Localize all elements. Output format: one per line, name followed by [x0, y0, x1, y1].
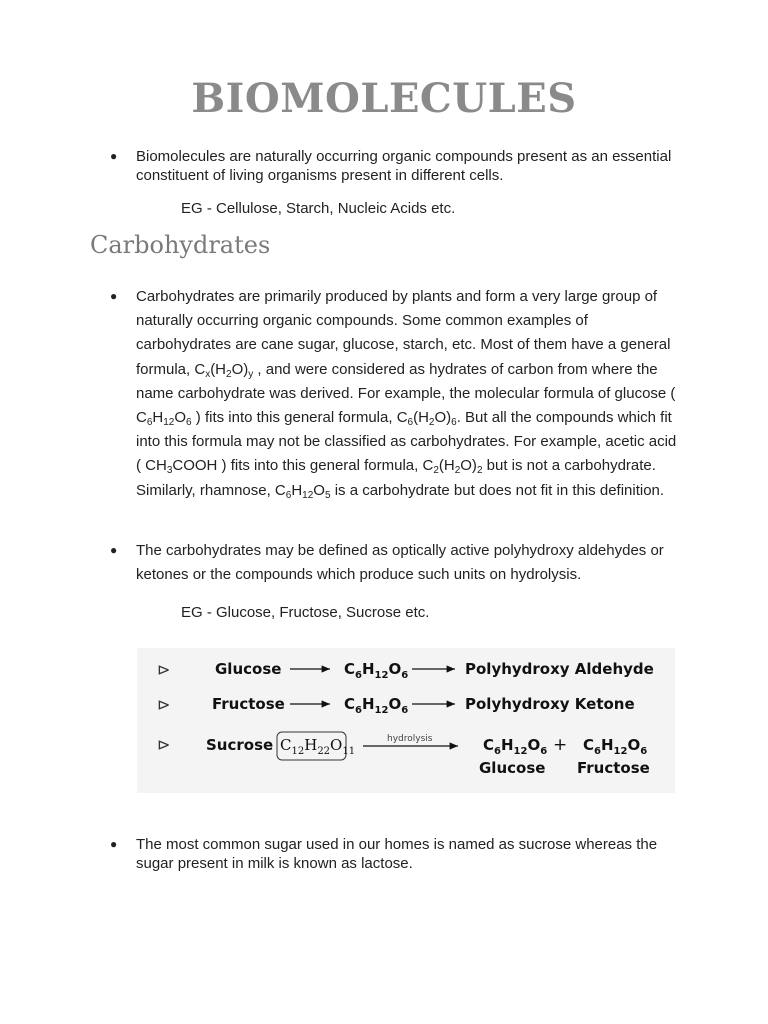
subscript: 2 [428, 417, 435, 429]
text-run: COOH ) fits into this general formula, C [172, 457, 434, 475]
product-fructose-label: Fructose [577, 759, 650, 777]
text-run: . But all the compounds which fit into this formula may not be classified as carbohydrates. For example, acetic acid ( CH [136, 409, 677, 475]
text-run: ) fits into this general formula, C [191, 409, 408, 427]
bullet-dot: ● [110, 543, 118, 557]
subscript: 5 [324, 489, 331, 501]
text-run: is a carbohydrate but does not fit in this definition. [330, 481, 665, 499]
diagram-glucose-formula: $C_6H_{12}O_6$ [344, 660, 409, 681]
diagram-sucrose-formula: $C_{12}H_{22}O_{11}$ [280, 736, 356, 757]
subscript: 2 [433, 465, 439, 477]
intro-text: Biomolecules are naturally occurring organic compounds present as an essential constituent of living organisms present in different cells. [136, 148, 672, 184]
definition-example: EG - Glucose, Fructose, Sucrose etc. [181, 604, 430, 621]
text-run: O) [231, 360, 249, 378]
subscript: 6 [407, 417, 414, 429]
subscript: y [248, 368, 254, 380]
text-run: O) [460, 457, 477, 475]
text-run: but is not a carbohydrate. Similarly, rhamnose, C [136, 457, 656, 499]
definition-text: The carbohydrates may be defined as optically active polyhydroxy aldehydes or ketones or the compounds which produce such units on hydrolysis. [136, 542, 664, 584]
text-run: H [291, 481, 303, 499]
subscript: 3 [166, 465, 173, 477]
product-fructose-formula: $C_6H_{12}O_6$ [583, 736, 648, 757]
carbohydrates-text [136, 285, 680, 503]
carbohydrate-diagram [137, 648, 675, 793]
diagram-svg [137, 648, 675, 793]
subscript: 6 [146, 417, 153, 429]
hydrolysis-label: hydrolysis [387, 734, 433, 744]
page-title: BIOMOLECULES [191, 75, 577, 122]
diagram-glucose-label: Glucose [215, 660, 282, 678]
section-heading: Carbohydrates [90, 231, 271, 259]
intro-example: EG - Cellulose, Starch, Nucleic Acids etc. [181, 200, 456, 217]
diagram-sucrose-label: Sucrose [206, 736, 274, 754]
diagram-glucose-result: Polyhydroxy Aldehyde [465, 660, 654, 678]
subscript: 2 [454, 465, 461, 477]
product-glucose-label: Glucose [479, 759, 546, 777]
bullet-dot: ● [110, 149, 118, 163]
text-run: H [152, 409, 164, 427]
text-run: O) [434, 409, 452, 427]
sucrose-text: The most common sugar used in our homes is named as sucrose whereas the sugar present in milk is known as lactose. [136, 836, 658, 872]
text-run: O [174, 409, 187, 427]
plus-sign: + [553, 735, 568, 755]
text-run: (H [210, 360, 227, 378]
subscript: 6 [451, 417, 457, 429]
row-bullet-icon: ⊳ [157, 660, 171, 679]
text-run: O [313, 481, 325, 499]
subscript: 2 [226, 368, 232, 380]
intro-bullet [110, 147, 680, 185]
row-bullet-icon: ⊳ [157, 695, 171, 714]
subscript: 12 [163, 417, 175, 429]
subscript: 6 [285, 489, 292, 501]
subscript: x [205, 368, 211, 380]
subscript: 2 [476, 465, 483, 477]
product-glucose-formula: $C_6H_{12}O_6$ [483, 736, 548, 757]
definition-bullet [110, 539, 680, 587]
row-bullet-icon: ⊳ [157, 735, 171, 754]
text-run: (H [413, 409, 429, 427]
bullet-dot: ● [110, 837, 118, 851]
subscript: 12 [302, 489, 314, 501]
text-run: Carbohydrates are primarily produced by plants and form a very large group of naturally occurring organic compounds. Some common examples of carbohydrates are cane sugar, glucose, starch, etc. Most of them have a general formula, C [136, 288, 671, 378]
diagram-fructose-label: Fructose [212, 695, 285, 713]
text-run: , and were considered as hydrates of carbon from where the name carbohydrate was derived. For example, the molecular formula of glucose ( C [136, 360, 676, 427]
diagram-fructose-result: Polyhydroxy Ketone [465, 695, 635, 713]
subscript: 6 [186, 417, 192, 429]
bullet-dot: ● [110, 289, 118, 303]
text-run: (H [438, 457, 455, 475]
sucrose-bullet [110, 835, 680, 873]
diagram-fructose-formula: $C_6H_{12}O_6$ [344, 695, 409, 716]
carbohydrates-bullet [110, 285, 680, 503]
